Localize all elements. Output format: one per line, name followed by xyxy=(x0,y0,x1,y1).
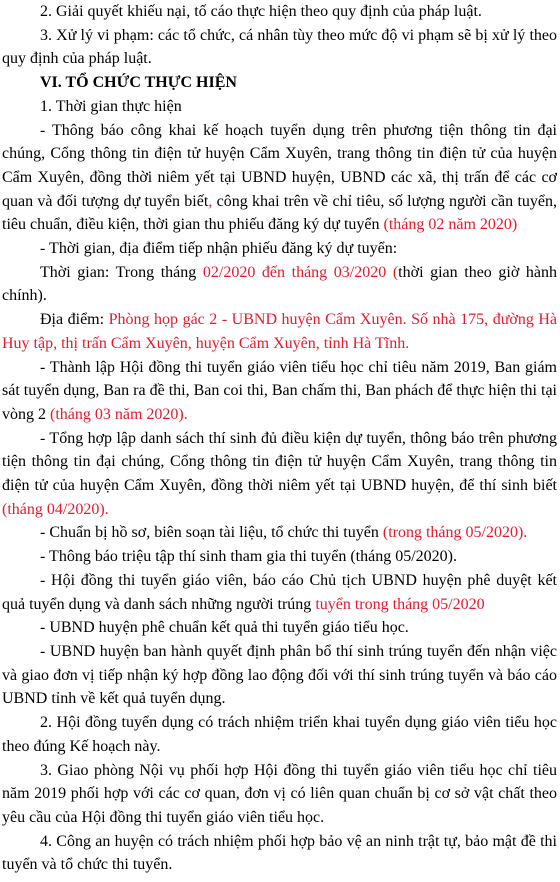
results-report-date: tuyển trong tháng 05/2020 xyxy=(315,595,485,613)
registration-time-label: Thời gian: Trong tháng xyxy=(40,263,203,281)
paragraph-summons: - Thông báo triệu tập thí sinh tham gia thi tuyển (tháng 05/2020). xyxy=(40,548,457,566)
registration-time-range: 02/2020 đến tháng 03/2020 ( xyxy=(202,263,399,281)
announcement-comma: , xyxy=(208,192,213,210)
registration-time-note: thời gian theo giờ hành chính). xyxy=(2,263,558,305)
paragraph-results-report xyxy=(2,569,557,616)
section-heading: VI. TỔ CHỨC THỰC HIỆN xyxy=(40,74,237,92)
paragraph-police-duty: 4. Công an huyện có trách nhiệm phối hợp bảo vệ an ninh trật tự, bảo mật đề thi tuyển và tổ chức thi tuyển. xyxy=(2,832,557,874)
paragraph-council-setup xyxy=(2,356,557,427)
registration-place-label: Địa điểm: xyxy=(40,311,109,329)
exam-preparation-text: - Chuẩn bị hồ sơ, biên soạn tài liệu, tổ chức thi tuyển xyxy=(40,524,383,542)
candidate-list-date: (tháng 04/2020). xyxy=(2,500,109,518)
paragraph-violations: 3. Xử lý vi phạm: các tổ chức, cá nhân tùy theo mức độ vi phạm sẽ bị xử lý theo quy định của pháp luật. xyxy=(2,26,557,68)
candidate-list-text: - Tổng hợp lập danh sách thí sinh đủ điều kiện dự tuyển, thông báo trên phương tiện thông tin đại chúng, Cổng thông tin điện tử huyện Cẩm Xuyên, trang thông tin điện tử của huyện Cẩm Xuyên, đồng thời niêm yết tại UBND huyện, để thí sinh biết xyxy=(2,429,557,495)
exam-preparation-date: (trong tháng 05/2020). xyxy=(382,524,528,542)
paragraph-registration-time xyxy=(2,261,557,308)
paragraph-candidate-list xyxy=(2,427,557,522)
paragraph-interior-office: 3. Giao phòng Nội vụ phối hợp Hội đồng thi tuyển giáo viên tiểu học chỉ tiêu năm 2019 phối hợp với các cơ quan, đơn vị có liên quan chuẩn bị cơ sở vật chất theo yêu cầu của Hội đồng thi tuyển giáo viên tiểu học. xyxy=(2,761,557,826)
announcement-date: (tháng 02 năm 2020) xyxy=(383,216,518,234)
registration-place-address: Phòng họp gác 2 - UBND huyện Cẩm Xuyên. Số nhà 175, đường Hà Huy tập, thị trấn Cẩm Xuyên, huyện Cẩm Xuyên, tỉnh Hà Tĩnh. xyxy=(2,311,558,352)
council-setup-date: (tháng 03 năm 2020). xyxy=(50,405,188,423)
paragraph-registration-place xyxy=(2,308,557,355)
paragraph-assignment-decision: - UBND huyện ban hành quyết định phân bổ thí sinh trúng tuyển đến nhận việc và giao đơn vị tiếp nhận ký hợp đồng lao động đối với thí sinh trúng tuyển và báo cáo UBND tỉnh về kết quả tuyển dụng. xyxy=(2,642,557,708)
subsection-title: 1. Thời gian thực hiện xyxy=(40,97,182,115)
paragraph-council-duty: 2. Hội đồng tuyển dụng có trách nhiệm triển khai tuyển dụng giáo viên tiểu học theo đúng Kế hoạch này. xyxy=(2,714,557,755)
council-setup-text: - Thành lập Hội đồng thi tuyển giáo viên tiểu học chỉ tiêu năm 2019, Ban giám sát tuyển dụng, Ban ra đề thi, Ban coi thi, Ban chấm thi, Ban phách để thực hiện thi tại vòng 2 xyxy=(2,358,557,423)
paragraph-exam-preparation xyxy=(2,521,557,545)
results-report-text: - Hội đồng thi tuyển giáo viên, báo cáo Chủ tịch UBND huyện phê duyệt kết quả tuyển dụng và danh sách những người trúng xyxy=(2,571,557,613)
paragraph-complaints: 2. Giải quyết khiếu nại, tố cáo thực hiện theo quy định của pháp luật. xyxy=(40,3,482,20)
announcement-text-cont: công khai trên về chỉ tiêu, số lượng người cần tuyển, tiêu chuẩn, điều kiện, thời gian thu phiếu đăng ký dự tuyển xyxy=(2,192,558,234)
paragraph-results-approval: - UBND huyện phê chuẩn kết quả thi tuyển giáo tiểu học. xyxy=(40,619,409,637)
paragraph-public-announcement xyxy=(2,119,557,238)
paragraph-registration-intro: - Thời gian, địa điểm tiếp nhận phiếu đăng ký dự tuyển: xyxy=(40,240,398,258)
announcement-text: - Thông báo công khai kế hoạch tuyển dụng trên phương tiện thông tin đại chúng, Cổng thông tin điện tử huyện Cẩm Xuyên, trang thông tin điện tử của huyện Cẩm Xuyên, đồng thời niêm yết tại UBND huyện, UBND các xã, thị trấn để các cơ quan và đối tượng dự tuyển biết xyxy=(2,121,557,210)
